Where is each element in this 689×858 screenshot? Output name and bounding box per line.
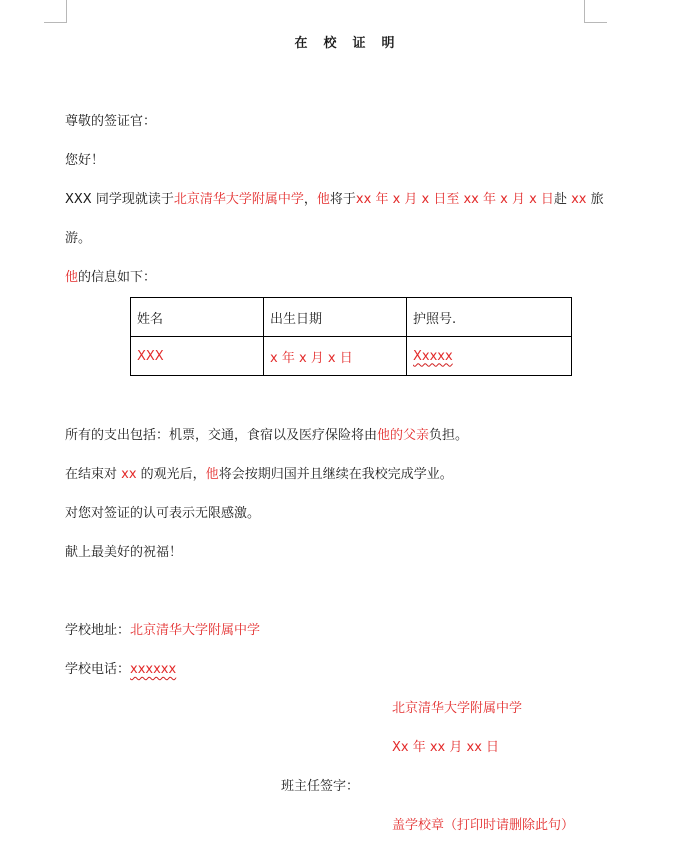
signature-school: 北京清华大学附属中学 <box>392 701 523 716</box>
cell-name: XXX <box>131 337 264 376</box>
table-row <box>131 337 572 376</box>
wishes-line: 献上最美好的祝福！ <box>65 545 183 560</box>
expenses-text: 所有的支出包括：机票，交通，食宿以及医疗保险将由 <box>65 428 378 443</box>
cell-passport <box>407 337 572 376</box>
return-end: 将会按期归国并且继续在我校完成学业。 <box>218 467 453 482</box>
teacher-signature-label: 班主任签字： <box>281 779 360 794</box>
passport-value: Xxxxx <box>413 348 453 364</box>
intro-line-2: 游。 <box>65 231 92 246</box>
intro-to: 赴 <box>553 192 567 207</box>
expenses-payer: 他的父亲 <box>377 428 430 443</box>
header-name: 姓名 <box>131 298 264 337</box>
intro-comma: ， <box>303 192 317 207</box>
intro-destination: xx <box>571 192 587 207</box>
school-address-label: 学校地址： <box>65 623 131 638</box>
info-intro <box>65 269 156 287</box>
return-line <box>65 466 453 484</box>
info-pronoun: 他 <box>65 270 79 285</box>
school-address <box>65 622 260 640</box>
intro-will: 将于 <box>329 192 356 207</box>
school-address-value: 北京清华大学附属中学 <box>130 623 261 638</box>
expenses-end: 负担。 <box>429 428 469 443</box>
table-header-row <box>131 298 572 337</box>
thanks-line: 对您对签证的认可表示无限感激。 <box>65 506 261 521</box>
school-phone-value: xxxxxx <box>130 662 177 677</box>
document-title: 在校证明 <box>294 36 411 51</box>
school-phone-label: 学校电话： <box>65 662 131 677</box>
student-info-table <box>130 297 572 376</box>
signature-date: Xx 年 xx 月 xx 日 <box>392 740 500 755</box>
salutation: 尊敬的签证官： <box>65 114 157 129</box>
intro-school: 北京清华大学附属中学 <box>173 192 304 207</box>
header-passport: 护照号. <box>407 298 572 337</box>
header-birthdate: 出生日期 <box>264 298 407 337</box>
margin-mark-top-left <box>44 0 67 23</box>
seal-note: 盖学校章（打印时请删除此句） <box>392 818 575 833</box>
return-pronoun: 他 <box>205 467 219 482</box>
school-phone <box>65 661 176 679</box>
intro-line-1 <box>65 191 604 209</box>
intro-pronoun: 他 <box>316 192 330 207</box>
return-start: 在结束对 <box>65 467 122 482</box>
return-destination: xx <box>121 467 137 482</box>
intro-travel: 旅 <box>590 192 604 207</box>
margin-mark-top-right <box>584 0 607 23</box>
return-mid: 的观光后， <box>136 467 206 482</box>
intro-dates: xx 年 x 月 x 日至 xx 年 x 月 x 日 <box>355 192 554 207</box>
info-text: 的信息如下： <box>78 270 157 285</box>
cell-birthdate: x 年 x 月 x 日 <box>264 337 407 376</box>
expenses-line <box>65 427 468 445</box>
greeting: 您好！ <box>65 153 105 168</box>
intro-student: XXX 同学现就读于 <box>65 192 174 207</box>
